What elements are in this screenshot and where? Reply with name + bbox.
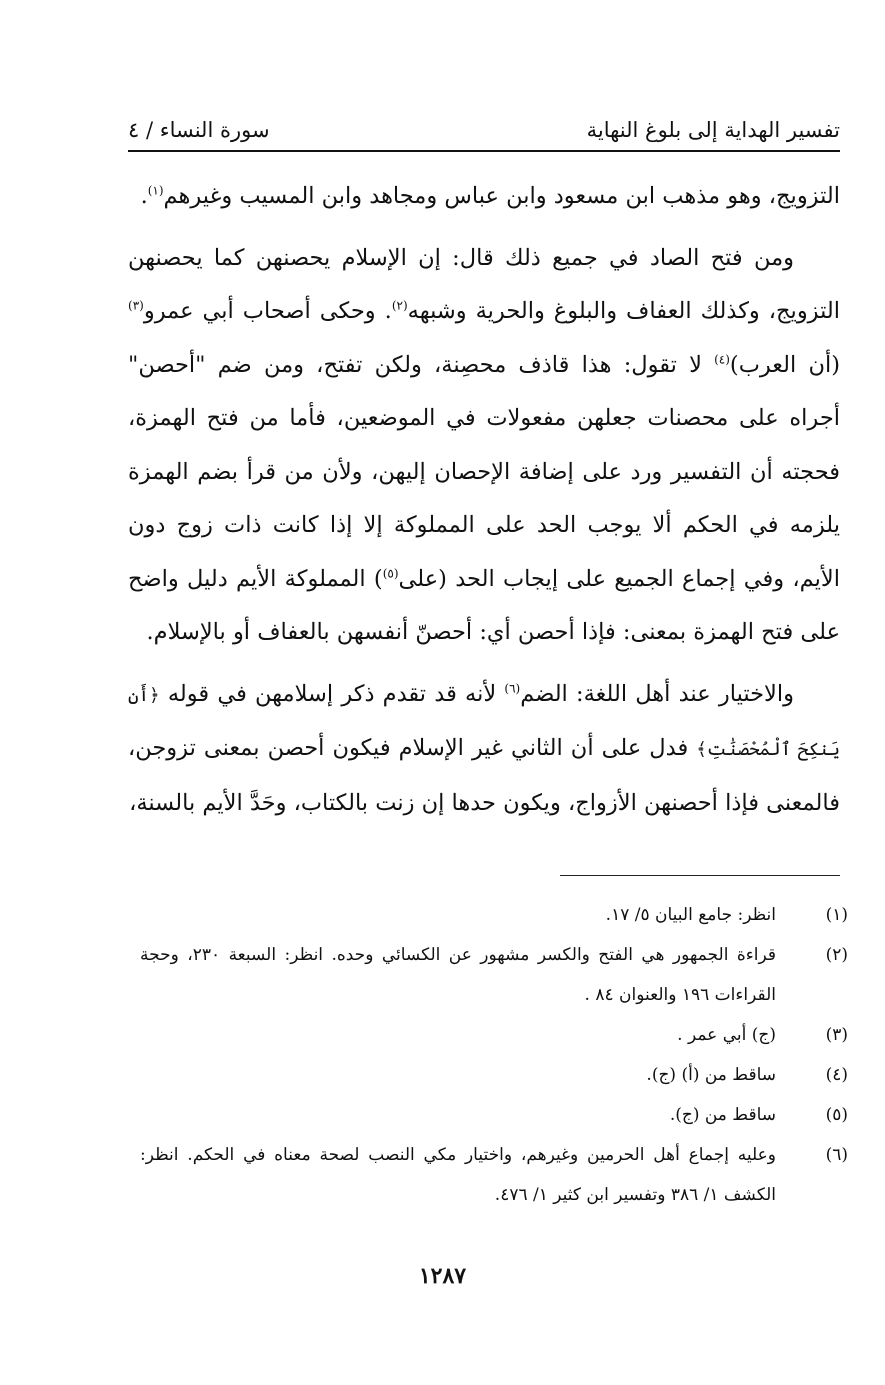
footnote-text: ساقط من (أ) (ج). (646, 1065, 776, 1085)
footnote-ref-4: (٤) (714, 352, 730, 366)
footnote-number: (٥) (825, 1105, 848, 1125)
paragraph-3: والاختيار عند أهل اللغة: الضم$^{(٦)}$ لأنه قد تقدم ذكر إسلامهن في قوله ﴿أَن يَنكِحَ ٱلْمُحْصَنَٰتِ﴾ فدل على أن الثاني غير الإسلام فيكون أحصن بمعنى تزوجن، فالمعنى فإذا أحصنهن الأزواج، ويكون حدها إن زنت بالكتاب، وحَدَّ الأيم بالسنة، (128, 680, 840, 816)
footnote-number: (١) (825, 905, 848, 925)
footnote-1 (140, 895, 848, 935)
footnote-5 (140, 1095, 848, 1135)
footnote-number: (٢) (825, 945, 848, 965)
footnote-text: ساقط من (ج). (669, 1105, 776, 1125)
footnote-ref-6: (٦) (504, 681, 521, 695)
footnote-number: (٣) (825, 1025, 848, 1045)
footnote-separator (560, 875, 840, 876)
footnote-2 (140, 935, 848, 1015)
footnote-4 (140, 1055, 848, 1095)
quran-quote: ﴿أَن يَنكِحَ ٱلْمُحْصَنَٰتِ﴾ (128, 684, 840, 760)
footnote-text: وعليه إجماع أهل الحرمين وغيرهم، واختيار مكي النصب لصحة معناه في الحكم. انظر: الكشف ١/ ٣٨٦ وتفسير ابن كثير ١/ ٤٧٦. (140, 1145, 776, 1205)
footnote-3 (140, 1015, 848, 1055)
footnote-ref-2: (٢) (391, 298, 408, 313)
footnote-number: (٤) (825, 1065, 848, 1085)
footnote-text: (ج) أبي عمر . (677, 1025, 776, 1045)
footnote-ref-5: (٥) (382, 566, 399, 580)
running-header (128, 112, 840, 148)
footnote-ref-1: (١) (147, 183, 164, 198)
book-title: تفسير الهداية إلى بلوغ النهاية (586, 118, 840, 142)
page-number: ١٢٨٧ (418, 1263, 467, 1289)
main-text (128, 170, 840, 830)
footnote-text: قراءة الجمهور هي الفتح والكسر مشهور عن الكسائي وحده. انظر: السبعة ٢٣٠، وحجة القراءات ١٩٦ والعنوان ٨٤ . (140, 945, 776, 1005)
footnote-6 (140, 1135, 848, 1215)
footnote-ref-3: (٣) (128, 298, 144, 313)
footnote-text: انظر: جامع البيان ٥/ ١٧. (605, 905, 776, 925)
header-rule (128, 150, 840, 152)
surah-label: سورة النساء / ٤ (128, 118, 270, 142)
paragraph-1: التزويج، وهو مذهب ابن مسعود وابن عباس ومجاهد وابن المسيب وغيرهم$^{(١)}$. (140, 183, 840, 209)
paragraph-2: ومن فتح الصاد في جميع ذلك قال: إن الإسلام يحصنهن كما يحصنهن التزويج، وكذلك العفاف والبلوغ والحرية وشبهه$^{(٢)}$. وحكى أصحاب أبي عمرو$^{(٣)}$ (أن العرب)$^{(٤)}$ لا تقول: هذا قاذف محصِنة، ولكن تفتح، ومن ضم "أحصن" أجراه على محصنات جعلهن مفعولات في الموضعين، فأما من فتح الهمزة، فحجته أن التفسير ورد على إضافة الإحصان إليهن، ولأن من قرأ بضم الهمزة يلزمه في الحكم ألا يوجب الحد على المملوكة إلا إذا كانت ذات زوج دون الأيم، وفي إجماع الجميع على إيجاب الحد (على$^{(٥)}$) المملوكة الأيم دليل واضح على فتح الهمزة بمعنى: فإذا أحصن أي: أحصنّ أنفسهن بالعفاف أو بالإسلام. (128, 244, 840, 645)
footnote-number: (٦) (825, 1145, 848, 1165)
footnotes (140, 895, 848, 1215)
